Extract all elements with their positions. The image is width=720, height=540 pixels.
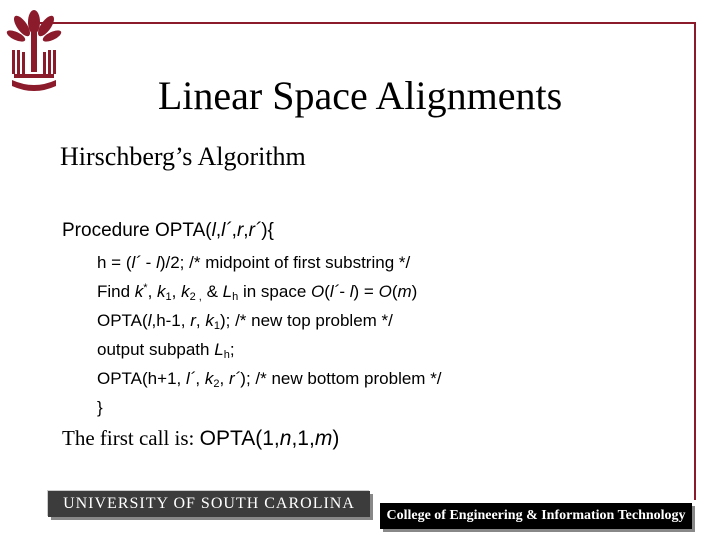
- text: ;: [229, 340, 235, 359]
- subscript: 2: [213, 378, 220, 390]
- sep: ,: [215, 220, 222, 241]
- text: ,1,: [291, 427, 315, 450]
- frame-top-line: [28, 22, 696, 24]
- text: ): [332, 427, 340, 450]
- college-banner: [380, 503, 692, 529]
- var-m: m: [314, 427, 333, 450]
- text: (: [391, 282, 398, 301]
- text: &: [201, 282, 223, 301]
- text: ); /* new top problem */: [219, 311, 393, 330]
- var-l: l: [211, 220, 216, 241]
- college-label: College of Engineering & Information Technology: [386, 508, 686, 523]
- var-O: O: [378, 282, 392, 301]
- text: ): [411, 282, 418, 301]
- var-l: l: [147, 311, 152, 330]
- text: output subpath: [97, 340, 215, 359]
- slide-title: Linear Space Alignments: [157, 73, 563, 118]
- var-L: L: [222, 282, 233, 301]
- var-l: l: [349, 282, 354, 301]
- procedure-body: [97, 251, 442, 425]
- university-label: UNIVERSITY OF SOUTH CAROLINA: [63, 495, 355, 512]
- procedure-prefix: Procedure OPTA(: [62, 220, 212, 241]
- var-l-prime: l´: [221, 220, 232, 241]
- subscript: h: [223, 349, 230, 361]
- text: )/2; /* midpoint of first substring */: [159, 253, 411, 272]
- text: -: [140, 253, 157, 272]
- text: Find: [97, 282, 135, 301]
- code-line-1: [97, 251, 442, 280]
- var-k1: k: [205, 311, 214, 330]
- procedure-suffix: ){: [261, 220, 274, 241]
- var-O: O: [311, 282, 325, 301]
- var-L: L: [214, 340, 224, 359]
- text: in space: [238, 282, 311, 301]
- var-l-prime: l´: [329, 282, 340, 301]
- var-k1: k: [157, 282, 166, 301]
- code-line-3: [97, 309, 442, 338]
- var-m: m: [397, 282, 412, 301]
- text: h = (: [97, 253, 132, 272]
- text: -: [339, 282, 350, 301]
- text: ,: [195, 369, 205, 388]
- code-line-4: [97, 338, 442, 367]
- var-l: l: [156, 253, 160, 272]
- text: ) =: [353, 282, 379, 301]
- superscript: *: [143, 282, 148, 294]
- sep: ,: [231, 220, 237, 241]
- first-call: [62, 426, 339, 451]
- first-call-code: [200, 427, 340, 450]
- var-k2: k: [181, 282, 190, 301]
- var-k2: k: [204, 369, 214, 388]
- code-line-6: [97, 396, 442, 425]
- text: (: [324, 282, 330, 301]
- university-banner: [48, 491, 370, 517]
- text: ,: [171, 282, 182, 301]
- subscript: 1: [165, 291, 172, 303]
- var-n: n: [279, 427, 292, 450]
- text: ); /* new bottom problem */: [240, 369, 442, 388]
- var-l-prime: l´: [185, 369, 196, 388]
- closing-brace: }: [97, 398, 103, 417]
- text: ,: [147, 282, 158, 301]
- first-call-text: The first call is:: [62, 426, 200, 450]
- text: OPTA(h+1,: [97, 369, 186, 388]
- slide-subtitle: Hirschberg’s Algorithm: [60, 142, 306, 171]
- var-r-prime: r´: [248, 220, 262, 241]
- code-line-5: [97, 367, 442, 396]
- subscript: 1: [213, 320, 220, 332]
- var-k: k: [134, 282, 144, 301]
- subscript: h: [232, 291, 239, 303]
- var-r: r: [236, 220, 244, 241]
- text: ,: [195, 311, 206, 330]
- var-r-prime: r´: [228, 369, 241, 388]
- var-r: r: [190, 311, 196, 330]
- code-line-2: [97, 280, 442, 309]
- sep: ,: [243, 220, 249, 241]
- procedure-header: [62, 220, 274, 242]
- text: ,: [219, 369, 229, 388]
- text: OPTA(: [97, 311, 148, 330]
- subscript: 2 ,: [189, 291, 202, 303]
- text: ,h-1,: [151, 311, 191, 330]
- var-l-prime: l´: [131, 253, 141, 272]
- text: OPTA(1,: [199, 427, 280, 450]
